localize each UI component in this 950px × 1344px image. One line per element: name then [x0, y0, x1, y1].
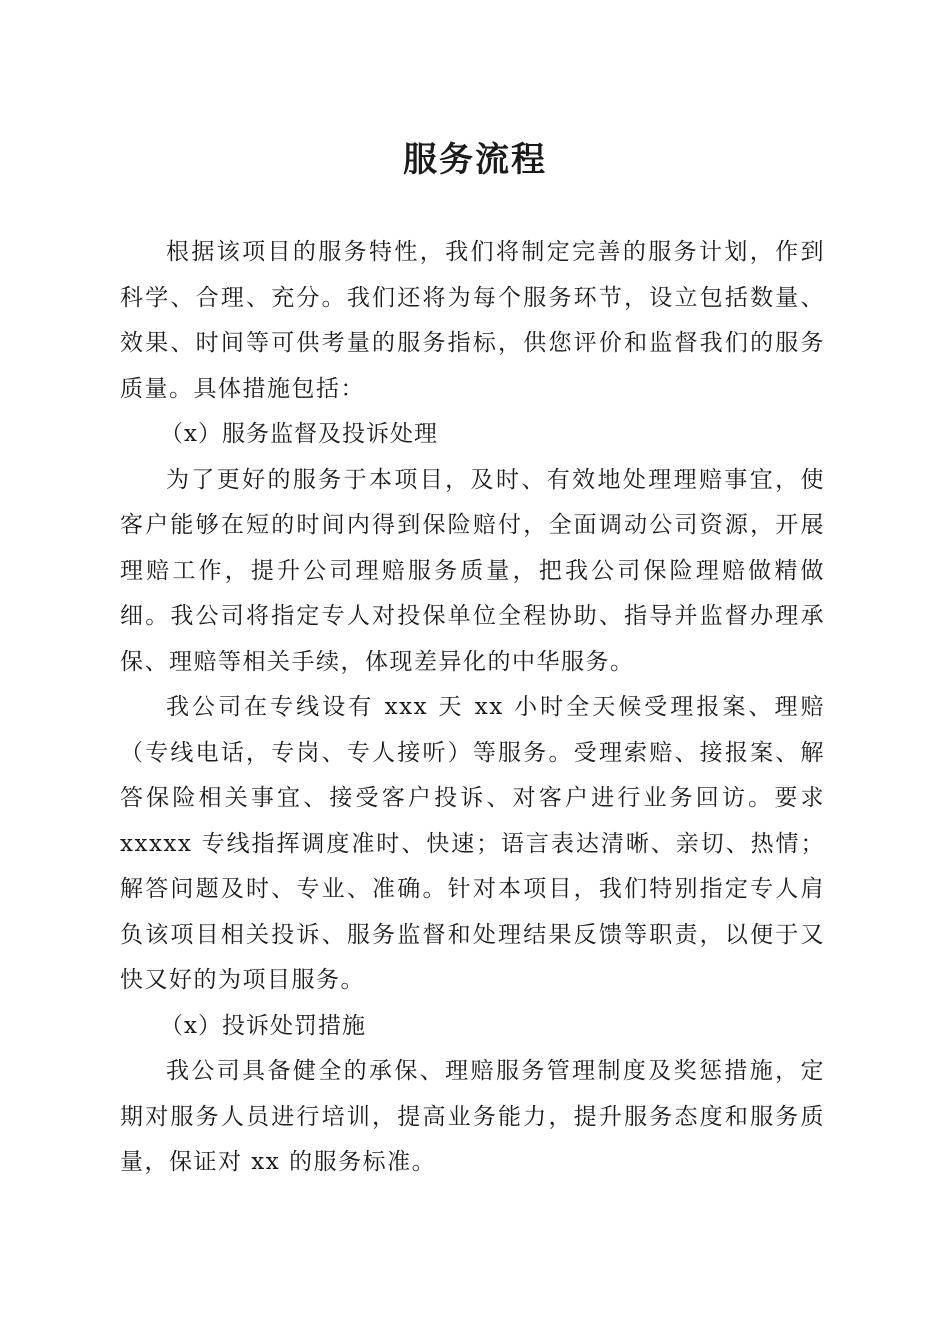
- document-body: [120, 230, 825, 1186]
- section-heading-penalty: （x）投诉处罚措施: [160, 1012, 366, 1039]
- intro-paragraph: 根据该项目的服务特性，我们将制定完善的服务计划，作到科学、合理、充分。我们还将为每个服务环节，设立包括数量、效果、时间等可供考量的服务指标，供您评价和监督我们的服务质量。具体措施包括：: [120, 239, 825, 402]
- hotline-paragraph: 我公司在专线设有 xxx 天 xx 小时全天候受理报案、理赔（专线电话，专岗、专人接听）等服务。受理索赔、接报案、解答保险相关事宜、接受客户投诉、对客户进行业务回访。要求 xxxxx 专线指挥调度准时、快速；语言表达清晰、亲切、热情；解答问题及时、专业、准确。针对本项目，我们特别指定专人肩负该项目相关投诉、服务监督和处理结果反馈等职责，以便于又快又好的为项目服务。: [120, 694, 825, 993]
- penalty-paragraph: 我公司具备健全的承保、理赔服务管理制度及奖惩措施，定期对服务人员进行培训，提高业务能力，提升服务态度和服务质量，保证对 xx 的服务标准。: [120, 1058, 825, 1175]
- section-heading-supervision: （x）服务监督及投诉处理: [160, 421, 438, 447]
- supervision-paragraph: 为了更好的服务于本项目，及时、有效地处理理赔事宜，使客户能够在短的时间内得到保险赔付，全面调动公司资源，开展理赔工作，提升公司理赔服务质量，把我公司保险理赔做精做细。我公司将指定专人对投保单位全程协助、指导并监督办理承保、理赔等相关手续，体现差异化的中华服务。: [120, 466, 825, 675]
- page-title: 服务流程: [403, 140, 547, 180]
